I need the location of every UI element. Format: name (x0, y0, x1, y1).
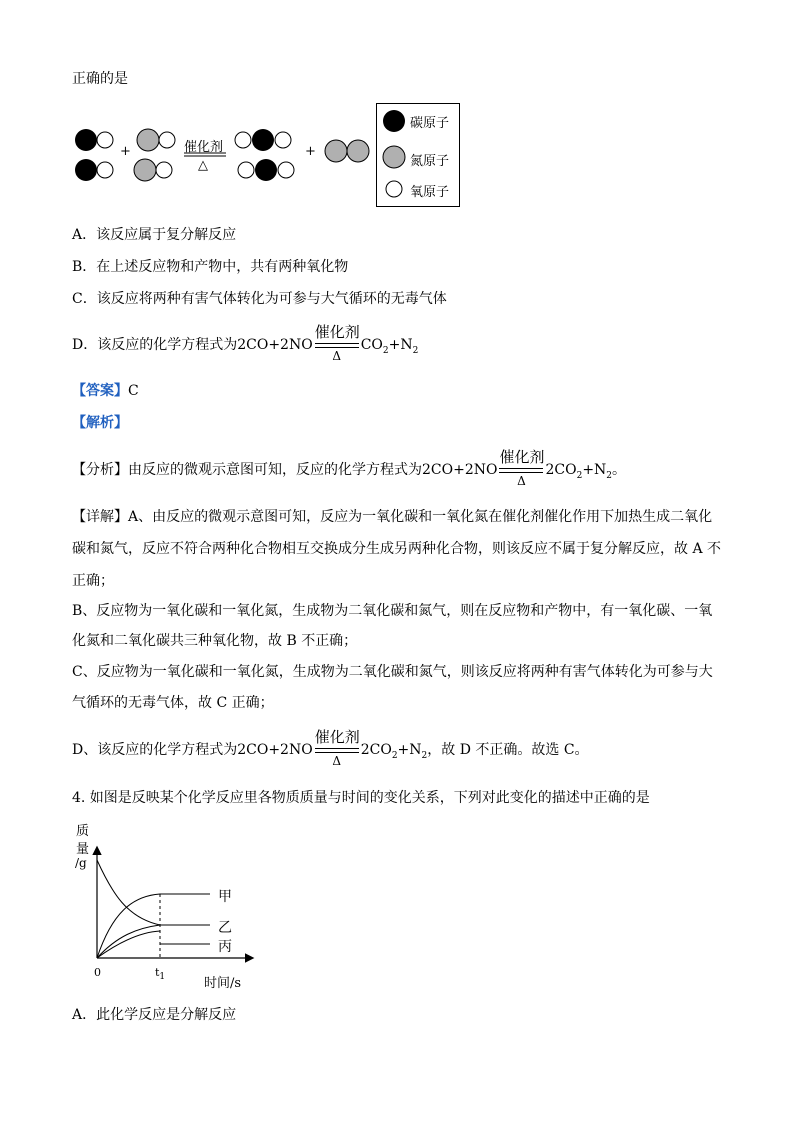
detail-catalyst: 催化剂 (314, 728, 360, 746)
detail-heat: Δ (332, 754, 342, 768)
option-b: B．在上述反应物和产物中，共有两种氧化物 (72, 259, 349, 275)
t1-label: $t_1$ (155, 966, 166, 983)
detail-line-7: 气循环的无毒气体，故 C 正确； (72, 695, 274, 711)
origin-label: 0 (94, 966, 101, 979)
option-a: A．该反应属于复分解反应 (72, 227, 237, 243)
y-label-2: 量 (76, 842, 90, 857)
fenxi-end: 。 (612, 462, 627, 478)
option-d-product-co2: CO (360, 337, 383, 353)
detail-line-4: B、反应物为一氧化碳和一氧化氮，生成物为二氧化碳和氮气，则在反应物和产物中，有一氧化碳、一氧 (72, 603, 713, 619)
detail-line-5: 化氮和二氧化碳共三种氧化物，故 B 不正确； (72, 633, 358, 649)
series-label-bing: 丙 (218, 939, 232, 955)
co-molecule-2 (75, 159, 113, 181)
answer-value: C (128, 383, 139, 399)
analysis-tag: 【解析】 (72, 415, 128, 431)
detail-line-8: D、该反应的化学方程式为2CO+2NO 催化剂 Δ $2CO_2+N_2$，故 D 不正确。故选 C。 (72, 728, 589, 768)
detail-line-3: 正确； (72, 573, 114, 589)
option-d-product-n2: +N (388, 337, 413, 353)
co2-molecule-2 (238, 159, 294, 181)
option-d: D．该反应的化学方程式为2CO+2NO 催化剂 Δ $CO_2+N_2$ (72, 323, 419, 363)
answer-tag: 【答案】 (72, 383, 128, 399)
option-c: C．该反应将两种有害气体转化为可参与大气循环的无毒气体 (72, 291, 447, 307)
detail-line-6: C、反应物为一氧化碳和一氧化氮，生成物为二氧化碳和氮气，则该反应将两种有害气体转化为可参与大 (72, 664, 713, 680)
y-label-1: 质 (76, 824, 90, 839)
option-d-prefix: D．该反应的化学方程式为 (72, 337, 238, 353)
q4-stem: 4. 如图是反映某个化学反应里各物质质量与时间的变化关系，下列对此变化的描述中正确的是 (72, 790, 650, 806)
option-d-arrow (314, 323, 360, 363)
fenxi-product-n2: +N (582, 462, 607, 478)
fenxi-reactants: 2CO+2NO (422, 462, 498, 478)
fenxi-heat: Δ (517, 474, 526, 488)
plus-sign-2: + (305, 144, 316, 159)
atom-legend (376, 103, 460, 207)
legend-nitrogen: 氮原子 (410, 154, 450, 169)
fenxi-line: 【分析】由反应的微观示意图可知，反应的化学方程式为2CO+2NO 催化剂 Δ $2CO_2+N_2$。 (72, 448, 627, 488)
legend-carbon: 碳原子 (410, 116, 450, 131)
detail-arrow (314, 728, 360, 768)
series-label-jia: 甲 (218, 889, 232, 905)
y-label-3: /g (75, 856, 87, 870)
series-label-yi: 乙 (218, 920, 232, 936)
answer-line (72, 380, 139, 400)
diagram-heat-symbol: △ (198, 158, 208, 173)
no-molecule-2 (134, 159, 172, 181)
x-axis-label: 时间/s (204, 976, 242, 991)
option-d-heat: Δ (332, 349, 342, 363)
no-molecule-1 (137, 129, 175, 151)
co2-molecule-1 (235, 129, 291, 151)
legend-oxygen: 氧原子 (410, 185, 450, 200)
fenxi-catalyst: 催化剂 (499, 448, 545, 466)
fenxi-product-co2: 2CO (545, 462, 577, 478)
diagram-catalyst-label: 催化剂 (184, 140, 224, 155)
detail-tag: 【详解】 (72, 509, 128, 525)
fenxi-text: 由反应的微观示意图可知，反应的化学方程式为 (128, 462, 422, 478)
q4-option-a: A．此化学反应是分解反应 (72, 1007, 237, 1023)
series-yi-line (97, 860, 210, 925)
fenxi-arrow (499, 448, 545, 488)
detail-line-2: 碳和氮气，反应不符合两种化合物相互交换成分生成另两种化合物，则该反应不属于复分解反应，故 A 不 (72, 541, 722, 557)
analysis-header (72, 412, 128, 432)
option-d-reactants: 2CO+2NO (237, 337, 313, 353)
fenxi-tag: 【分析】 (72, 462, 128, 478)
option-d-catalyst: 催化剂 (314, 323, 360, 341)
question-intro: 正确的是 (72, 71, 128, 87)
n2-molecule (325, 140, 369, 162)
plus-sign-1: + (120, 144, 131, 159)
mass-time-chart (72, 818, 262, 993)
series-bing-line (97, 925, 210, 958)
detail-line-1: 【详解】A、由反应的微观示意图可知，反应为一氧化碳和一氧化氮在催化剂催化作用下加热生成二氧化 (72, 509, 713, 525)
co-molecule-1 (75, 129, 113, 151)
